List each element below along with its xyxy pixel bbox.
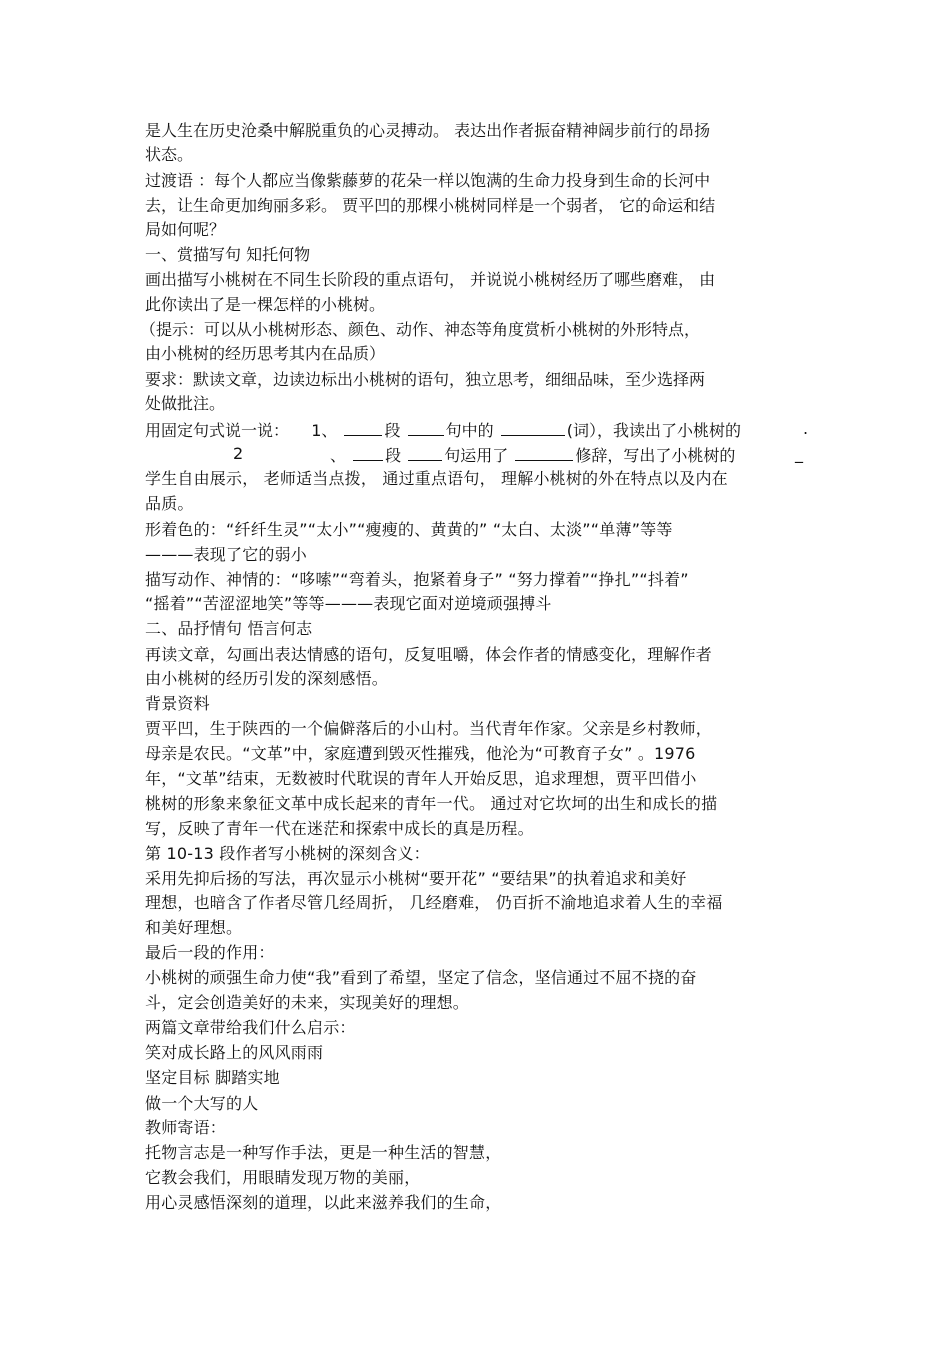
formula-sep: 、 (330, 446, 347, 465)
blank-rhetoric[interactable] (515, 444, 573, 461)
text-line: 理想，也暗含了作者尽管几经周折， 几经磨难， 仍百折不渝地追求着人生的幸福 (145, 893, 723, 912)
text-line: 笑对成长路上的风风雨雨 (145, 1043, 324, 1062)
text-line: 画出描写小桃树在不同生长阶段的重点语句， 并说说小桃树经历了哪些磨难， 由 (145, 270, 716, 289)
text-line: 描写动作、神情的：“哆嗦”“弯着头，抱紧着身子” “努力撑着”“挣扎”“抖着” (145, 570, 689, 589)
hint-line: （提示：可以从小桃树形态、颜色、动作、神态等角度赏析小桃树的外形特点， (140, 320, 701, 339)
section-heading: 二、品抒情句 悟言何志 (145, 619, 313, 638)
formula-word: (词） (566, 421, 597, 440)
text-line: ———表现了它的弱小 (145, 545, 308, 564)
formula-line-2 (330, 444, 735, 466)
formula-line-1 (145, 419, 741, 441)
text-line: 小桃树的顽强生命力使“我”看到了希望，坚定了信念，坚信通过不屈不挠的奋 (145, 968, 697, 987)
text-line: 写，反映了青年一代在迷茫和探索中成长的真是历程。 (145, 819, 534, 838)
subheading: 背景资料 (145, 694, 210, 713)
text-line: 处做批注。 (145, 394, 226, 413)
text-line: 学生自由展示， 老师适当点拨， 通过重点语句， 理解小桃树的外在特点以及内在 (145, 469, 728, 488)
formula-sentence-in: 句中的 (445, 421, 494, 440)
text-line: 它教会我们，用眼睛发现万物的美丽， (145, 1168, 421, 1187)
text-line: 斗，定会创造美好的未来，实现美好的理想。 (145, 993, 470, 1012)
text-line: 桃树的形象来象征文革中成长起来的青年一代。 通过对它坎坷的出生和成长的描 (145, 794, 718, 813)
text-line: 去，让生命更加绚丽多彩。 贾平凹的那棵小桃树同样是一个弱者， 它的命运和结 (145, 196, 716, 215)
subheading: 教师寄语： (145, 1118, 227, 1137)
section-heading: 一、赏描写句 知托何物 (145, 245, 311, 264)
formula-number-1: 1、 (311, 421, 338, 440)
text-line: 和美好理想。 (145, 918, 243, 937)
text-line: 品质。 (145, 494, 194, 513)
text-line: 用心灵感悟深刻的道理，以此来滋养我们的生命， (145, 1193, 502, 1212)
text-line: 过渡语 ：每个人都应当像紫藤萝的花朵一样以饱满的生命力投身到生命的长河中 (145, 171, 711, 190)
formula-rhetoric: 修辞，写出了小桃树的 (575, 446, 736, 465)
subheading: 第 10-13 段作者写小桃树的深刻含义： (145, 844, 430, 863)
formula-dot: . (803, 419, 809, 438)
blank-word[interactable] (501, 419, 565, 436)
text-line: 贾平凹，生于陕西的一个偏僻落后的小山村。当代青年作家。父亲是乡村教师， (145, 719, 713, 738)
text-line: 此你读出了是一棵怎样的小桃树。 (145, 295, 386, 314)
formula-read-out: ，我读出了小桃树的 (596, 421, 741, 440)
text-line: 形着色的：“纤纤生灵”“太小”“瘦瘦的、黄黄的” “太白、太淡”“单薄”等等 (145, 520, 673, 539)
formula-intro: 用固定句式说一说： (145, 421, 290, 440)
text-line: 母亲是农民。“文革”中，家庭遭到毁灭性摧残，他沦为“可教育子女” 。1976 (145, 744, 696, 763)
text-line: 局如何呢？ (145, 220, 226, 239)
text-line: 坚定目标 脚踏实地 (145, 1068, 280, 1087)
text-line: 再读文章，勾画出表达情感的语句，反复咀嚼，体会作者的情感变化，理解作者 (145, 645, 713, 664)
formula-segment: 段 (384, 421, 401, 440)
text-line: 采用先抑后扬的写法，再次显示小桃树“要开花” “要结果”的执着追求和美好 (145, 869, 687, 888)
text-line: 是人生在历史沧桑中解脱重负的心灵搏动。 表达出作者振奋精神阔步前行的昂扬 (145, 121, 711, 140)
formula-segment-2: 段 (385, 446, 402, 465)
text-line: 要求：默读文章，边读边标出小桃树的语句，独立思考，细细品味，至少选择两 (145, 370, 706, 389)
formula-sentence-use: 句运用了 (444, 446, 509, 465)
text-line: 托物言志是一种写作手法，更是一种生活的智慧， (145, 1143, 502, 1162)
blank-sentence-2[interactable] (408, 444, 442, 461)
formula-number-2: 2 (233, 444, 244, 463)
text-line: “摇着”“苦涩涩地笑”等等———表现它面对逆境顽强搏斗 (145, 594, 552, 613)
subheading: 两篇文章带给我们什么启示： (145, 1018, 356, 1037)
subheading: 最后一段的作用： (145, 943, 275, 962)
text-line: 年，“文革”结束，无数被时代耽误的青年人开始反思，追求理想，贾平凹借小 (145, 769, 697, 788)
text-line: 状态。 (145, 145, 194, 164)
formula-tail: _ (795, 444, 803, 463)
text-line: 做一个大写的人 (145, 1094, 259, 1113)
blank-segment-2[interactable] (353, 444, 383, 461)
blank-sentence[interactable] (408, 419, 444, 436)
text-line: 由小桃树的经历引发的深刻感悟。 (145, 669, 389, 688)
blank-segment[interactable] (344, 419, 382, 436)
hint-line: 由小桃树的经历思考其内在品质） (145, 344, 386, 363)
